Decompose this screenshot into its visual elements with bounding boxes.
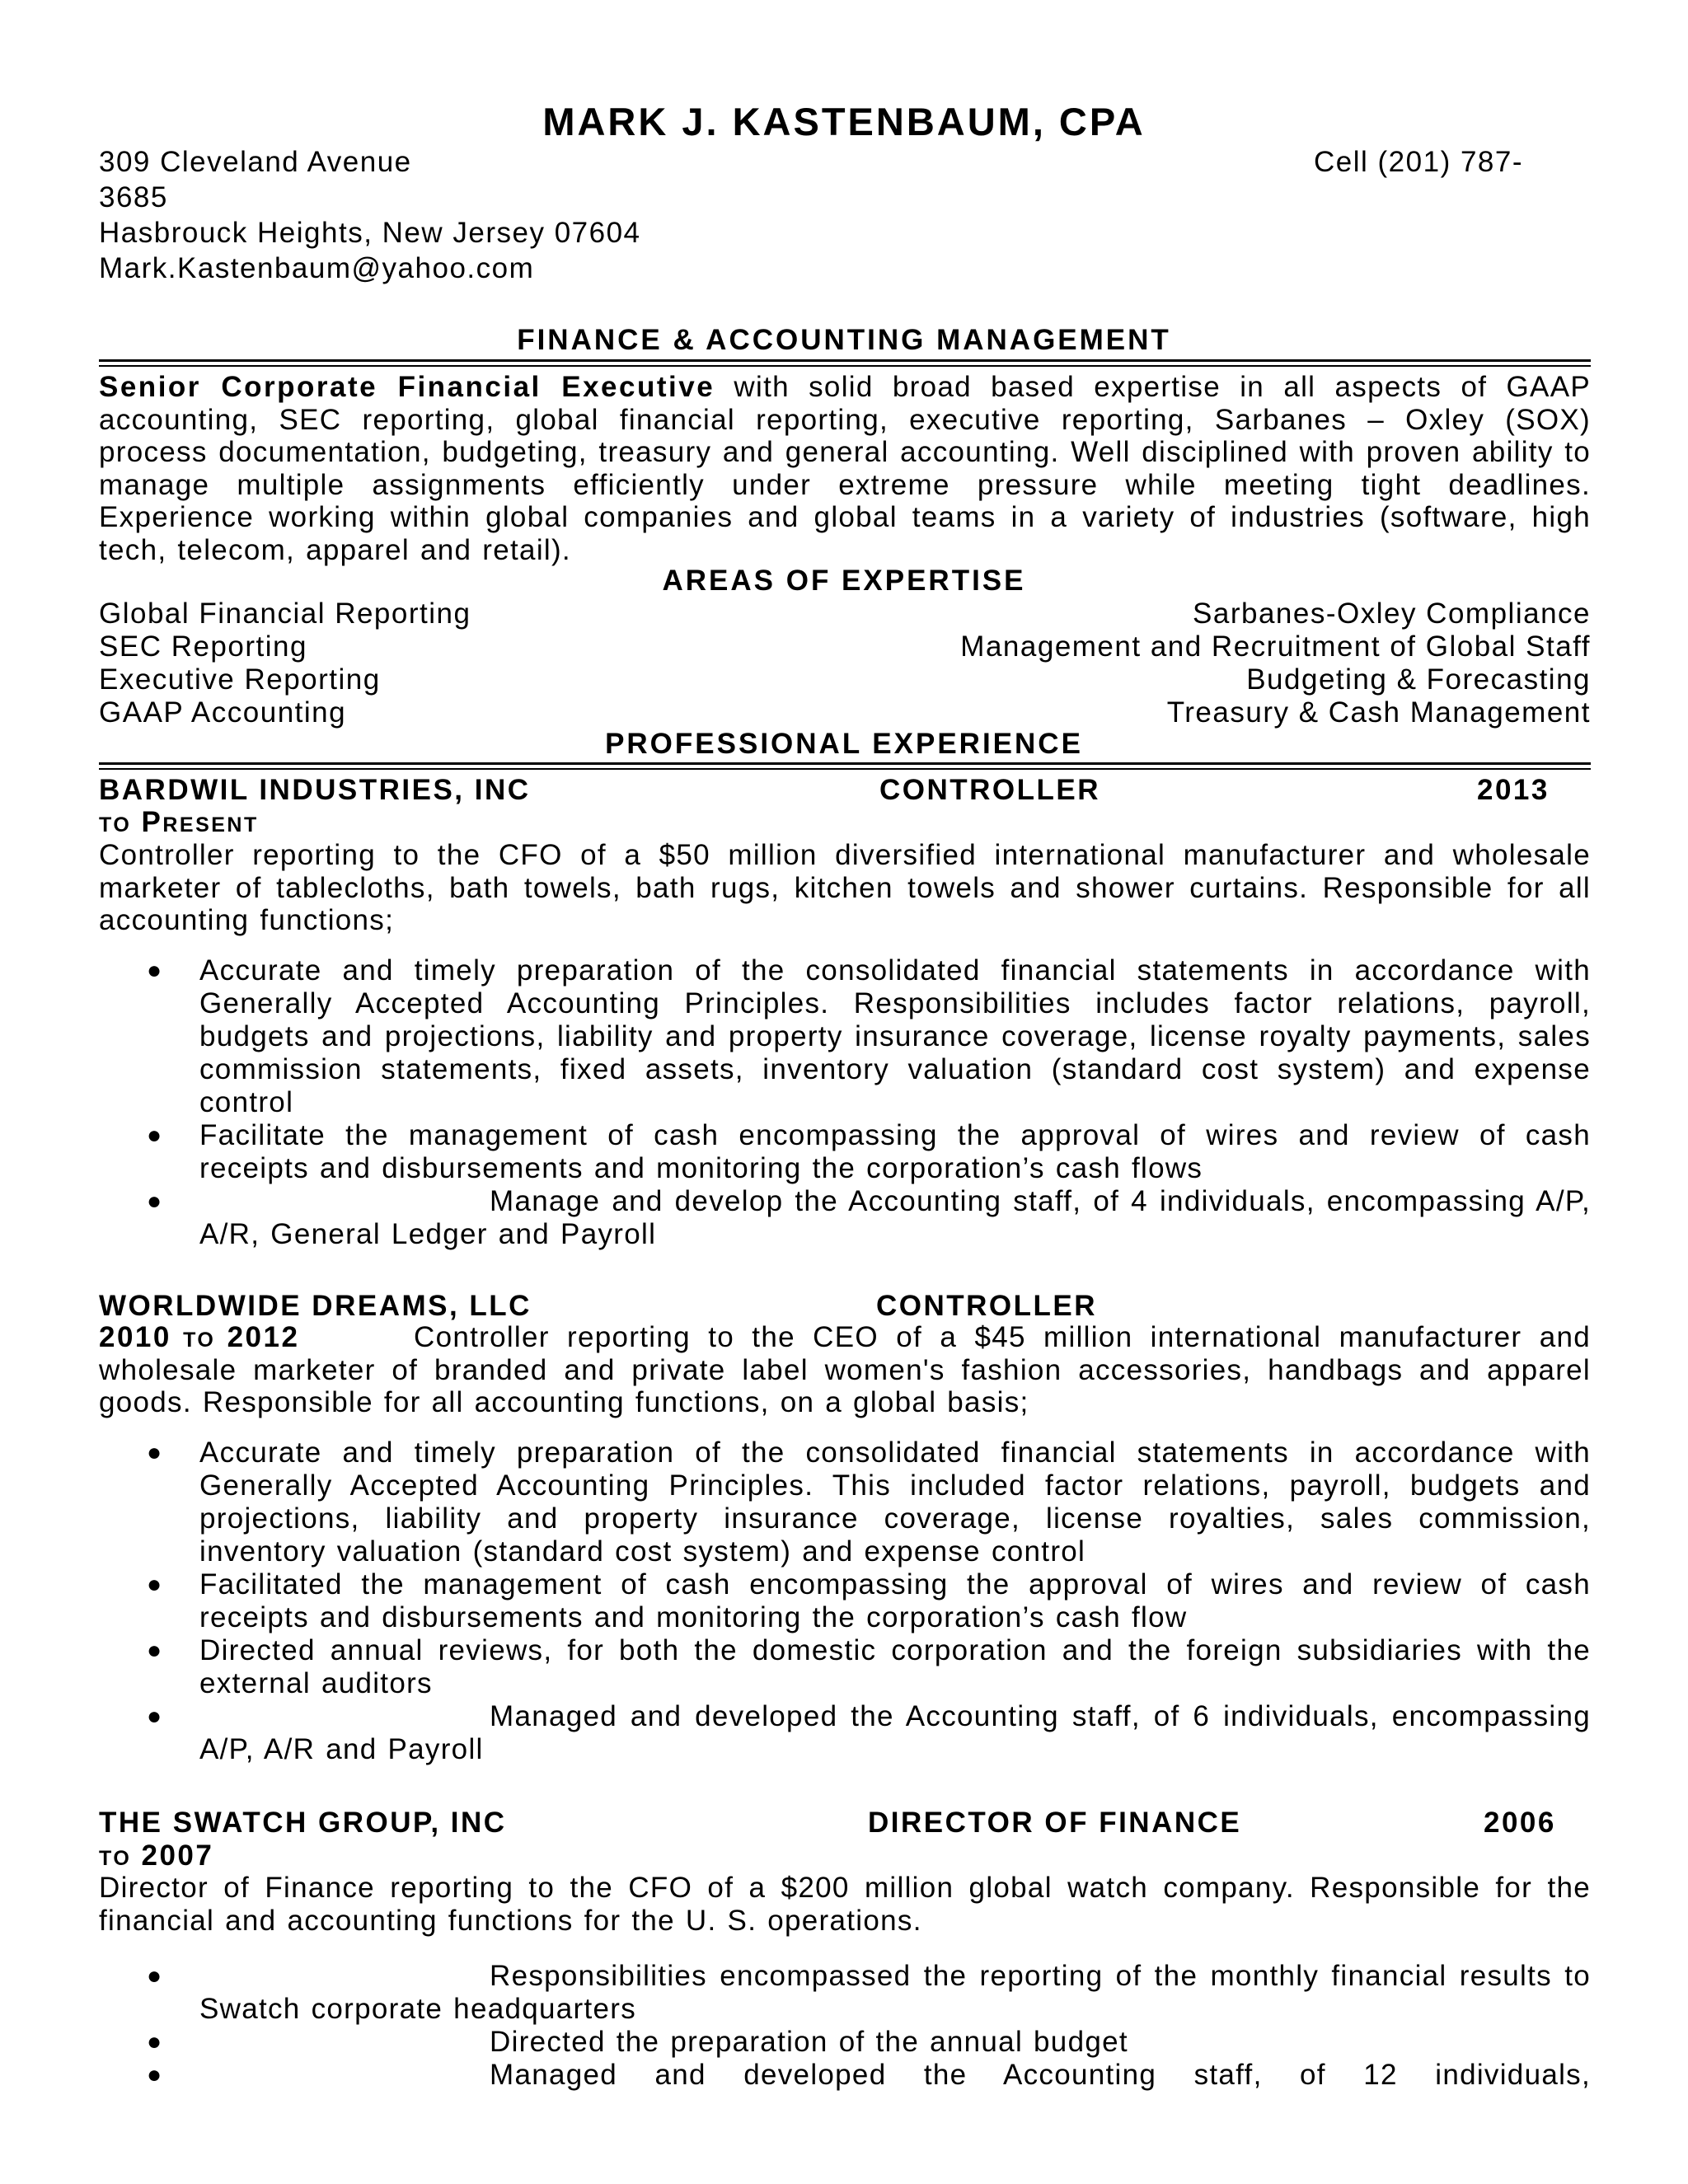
job-3-year-start: 2006 [1484, 1807, 1556, 1839]
job-1-year-start: 2013 [1477, 774, 1550, 806]
job-2-bullets [99, 1436, 1591, 1766]
experience-rule [99, 762, 1591, 765]
heading-rule-thin [99, 365, 1591, 367]
job-1-year-end: to Present [99, 806, 259, 838]
job-3-title: DIRECTOR OF FINANCE [868, 1807, 1242, 1839]
list-item: ● Accurate and timely preparation of the consolidated financial statements in accordance with Generally Accepted Accounting Principles. This included factor relations, payroll, budgets and projections, liability and property insurance coverage, license royalties, sales commission, inventory valuation (standard cost system) and expense control [147, 1436, 1591, 1568]
heading-rule [99, 359, 1591, 362]
expertise-left-3: Executive Reporting [99, 663, 381, 696]
summary-text: with solid broad based expertise in all aspects of GAAP accounting, SEC reporting, global financial reporting, executive reporting, Sarbanes – Oxley (SOX) process documentation, budgeting, treasury and general accounting. Well disciplined with proven ability to manage multiple assignments efficiently under extreme pressure while meeting tight deadlines. Experience working within global companies and global teams in a variety of industries (software, high tech, telecom, apparel and retail). [99, 371, 1591, 566]
job-1-bullets [99, 954, 1591, 1251]
expertise-right-4: Treasury & Cash Management [1166, 696, 1591, 729]
experience-rule-thin [99, 768, 1591, 770]
cell-phone: Cell (201) 787- [1314, 146, 1523, 178]
list-item: ● Managed and developed the Accounting staff, of 6 individuals, encompassing A/P, A/R and Payroll [147, 1700, 1591, 1765]
expertise-left-4: GAAP Accounting [99, 696, 347, 729]
job-3-year-end: to 2007 [99, 1840, 214, 1872]
candidate-name: MARK J. KASTENBAUM, CPA [542, 100, 1146, 143]
expertise-right-2: Management and Recruitment of Global Staff [960, 630, 1591, 663]
list-item: ● Directed annual reviews, for both the domestic corporation and the foreign subsidiaries with the external auditors [147, 1634, 1591, 1699]
expertise-heading: AREAS OF EXPERTISE [662, 565, 1026, 597]
job-2-company: WORLDWIDE DREAMS, LLC [99, 1290, 532, 1322]
expertise-left-2: SEC Reporting [99, 630, 307, 663]
address-line-1: 309 Cleveland Avenue [99, 146, 412, 178]
email-address: Mark.Kastenbaum@yahoo.com [99, 252, 535, 284]
job-3-bullets [99, 1960, 1591, 2092]
address-line-2: Hasbrouck Heights, New Jersey 07604 [99, 217, 641, 249]
expertise-right-3: Budgeting & Forecasting [1246, 663, 1591, 696]
list-item: ● Responsibilities encompassed the reporting of the monthly financial results to Swatch corporate headquarters [147, 1960, 1591, 2025]
list-item: ● Facilitated the management of cash encompassing the approval of wires and review of cash receipts and disbursements and monitoring the corporation’s cash flow [147, 1568, 1591, 1633]
experience-heading: PROFESSIONAL EXPERIENCE [605, 728, 1083, 760]
summary-heading: FINANCE & ACCOUNTING MANAGEMENT [517, 324, 1171, 356]
expertise-left-1: Global Financial Reporting [99, 598, 471, 630]
job-2-description: 2010 to 2012 Controller reporting to the CEO of a $45 million international manufacturer and wholesale marketer of branded and private label women's fashion accessories, handbags and apparel goods. Responsible for all accounting functions, on a global basis; [99, 1321, 1591, 1418]
summary-lead: Senior Corporate Financial Executive [99, 371, 715, 403]
list-item: ● Directed the preparation of the annual budget [147, 2026, 1128, 2058]
job-1-title: CONTROLLER [879, 774, 1101, 806]
job-2-years: 2010 to 2012 [99, 1321, 300, 1353]
list-item: ● Managed and developed the Accounting staff, of 12 individuals, [147, 2059, 1591, 2091]
list-item: ● Facilitate the management of cash encompassing the approval of wires and review of cash receipts and disbursements and monitoring the corporation’s cash flows [147, 1119, 1591, 1184]
job-3-description: Director of Finance reporting to the CFO of a $200 million global watch company. Responsible for the financial and accounting functions for the U. S. operations. [99, 1872, 1591, 1937]
cell-phone-continued: 3685 [99, 181, 168, 213]
list-item: ● Manage and develop the Accounting staff, of 4 individuals, encompassing A/P, A/R, General Ledger and Payroll [147, 1185, 1591, 1250]
summary-paragraph [99, 371, 1591, 566]
job-1-description: Controller reporting to the CFO of a $50 million diversified international manufacturer and wholesale marketer of tablecloths, bath towels, bath rugs, kitchen towels and shower curtains. Responsible for all accounting functions; [99, 839, 1591, 936]
list-item: ● Accurate and timely preparation of the consolidated financial statements in accordance with Generally Accepted Accounting Principles. Responsibilities includes factor relations, payroll, budgets and projections, liability and property insurance coverage, license royalty payments, sales commission statements, fixed assets, inventory valuation (standard cost system) and expense control [147, 954, 1591, 1118]
job-2-title: CONTROLLER [876, 1290, 1098, 1322]
job-1-company: BARDWIL INDUSTRIES, INC [99, 774, 531, 806]
expertise-right-1: Sarbanes-Oxley Compliance [1193, 598, 1591, 630]
job-3-company: THE SWATCH GROUP, INC [99, 1807, 507, 1839]
